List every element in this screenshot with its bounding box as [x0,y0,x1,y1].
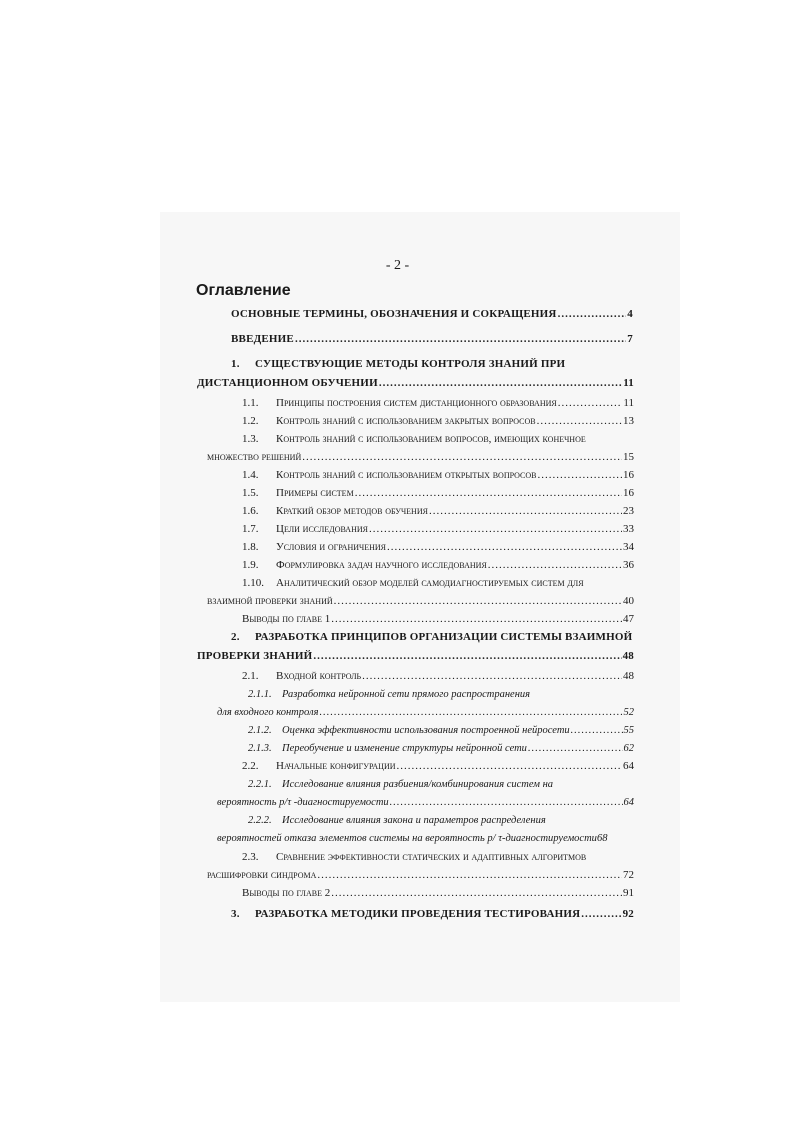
toc-conclusions-1[interactable]: Выводы по главе 1 ..... 47 [242,612,634,627]
dot-leader [334,594,622,609]
dot-leader [313,649,621,664]
toc-title: Оглавление [196,282,291,299]
toc-subsection-2-2-2-line1[interactable]: 2.2.2. Исследование влияния закона и параметров распределения [248,815,546,826]
toc-chapter-2[interactable]: ПРОВЕРКИ ЗНАНИЙ ..... 48 [197,649,634,664]
dot-leader [331,886,622,901]
toc-section-1-8[interactable]: 1.8. Условия и ограничения ..... 34 [242,540,634,555]
dot-leader [317,868,622,883]
toc-section-1-2[interactable]: 1.2. Контроль знаний с использованием закрытых вопросов ..... 13 [242,414,634,429]
dot-leader [355,486,622,501]
dot-leader [571,723,623,738]
dot-leader [558,307,627,322]
toc-section-1-9[interactable]: 1.9. Формулировка задач научного исследования ..... 36 [242,558,634,573]
toc-subsection-2-2-1-line1[interactable]: 2.2.1. Исследование влияния разбиения/комбинирования систем на [248,779,554,790]
toc-subsection-2-1-1-line1[interactable]: 2.1.1. Разработка нейронной сети прямого распространения [248,689,531,700]
dot-leader [387,540,622,555]
dot-leader [390,795,623,810]
toc-subsection-2-1-2[interactable]: 2.1.2. Оценка эффективности использования построенной нейросети ..... 55 [248,723,634,738]
toc-chapter-1[interactable]: ДИСТАНЦИОННОМ ОБУЧЕНИИ ..... 11 [197,376,634,391]
dot-leader [302,450,622,465]
toc-section-2-1[interactable]: 2.1. Входной контроль ..... 48 [242,669,634,684]
toc-chapter-2-line1[interactable]: 2. РАЗРАБОТКА ПРИНЦИПОВ ОРГАНИЗАЦИИ СИСТЕМЫ ВЗАИМНОЙ [231,631,633,643]
toc-section-1-10[interactable]: взаимной проверки знаний ..... 40 [207,594,634,609]
dot-leader [397,759,622,774]
toc-chapter-1-line1[interactable]: 1. СУЩЕСТВУЮЩИЕ МЕТОДЫ КОНТРОЛЯ ЗНАНИЙ ПРИ [231,358,566,370]
toc-subsection-2-2-2[interactable]: вероятностей отказа элементов системы на вероятность р/ τ-диагностируемости68 [217,833,608,844]
toc-section-1-5[interactable]: 1.5. Примеры систем ..... 16 [242,486,634,501]
toc-section-1-10-line1[interactable]: 1.10. Аналитический обзор моделей самодиагностируемых систем для [242,577,584,589]
dot-leader [581,907,621,922]
dot-leader [379,376,622,391]
toc-section-1-7[interactable]: 1.7. Цели исследования ..... 33 [242,522,634,537]
toc-section-2-3-line1[interactable]: 2.3. Сравнение эффективности статических и адаптивных алгоритмов [242,851,587,863]
dot-leader [488,558,622,573]
toc-section-2-2[interactable]: 2.2. Начальные конфигурации ..... 64 [242,759,634,774]
toc-section-1-3-line1[interactable]: 1.3. Контроль знаний с использованием вопросов, имеющих конечное [242,433,586,445]
toc-subsection-2-1-1[interactable]: для входного контроля ..... 52 [217,705,634,720]
toc-conclusions-2[interactable]: Выводы по главе 2 ..... 91 [242,886,634,901]
toc-section-1-6[interactable]: 1.6. Краткий обзор методов обучения ..... 23 [242,504,634,519]
toc-subsection-2-2-1[interactable]: вероятность р/τ -диагностируемости ..... 64 [217,795,634,810]
dot-leader [362,669,622,684]
dot-leader [429,504,622,519]
toc-section-1-3[interactable]: множество решений ..... 15 [207,450,634,465]
toc-section-1-4[interactable]: 1.4. Контроль знаний с использованием открытых вопросов ..... 16 [242,468,634,483]
toc-chapter-3[interactable]: 3. РАЗРАБОТКА МЕТОДИКИ ПРОВЕДЕНИЯ ТЕСТИРОВАНИЯ ..... 92 [231,907,634,922]
dot-leader [528,741,623,756]
page-number: - 2 - [385,258,410,273]
dot-leader [331,612,622,627]
dot-leader [558,396,623,411]
dot-leader [537,468,622,483]
toc-entry-intro[interactable]: ВВЕДЕНИЕ ..... 7 [231,332,633,347]
dot-leader [537,414,622,429]
dot-leader [295,332,626,347]
toc-section-2-3[interactable]: расшифровки синдрома ..... 72 [207,868,634,883]
toc-section-1-1[interactable]: 1.1. Принципы построения систем дистанционного образования ..... 11 [242,396,634,411]
toc-entry-terms[interactable]: ОСНОВНЫЕ ТЕРМИНЫ, ОБОЗНАЧЕНИЯ И СОКРАЩЕНИЯ ..... 4 [231,307,633,322]
dot-leader [319,705,622,720]
toc-subsection-2-1-3[interactable]: 2.1.3. Переобучение и изменение структуры нейронной сети ..... 62 [248,741,634,756]
dot-leader [369,522,622,537]
